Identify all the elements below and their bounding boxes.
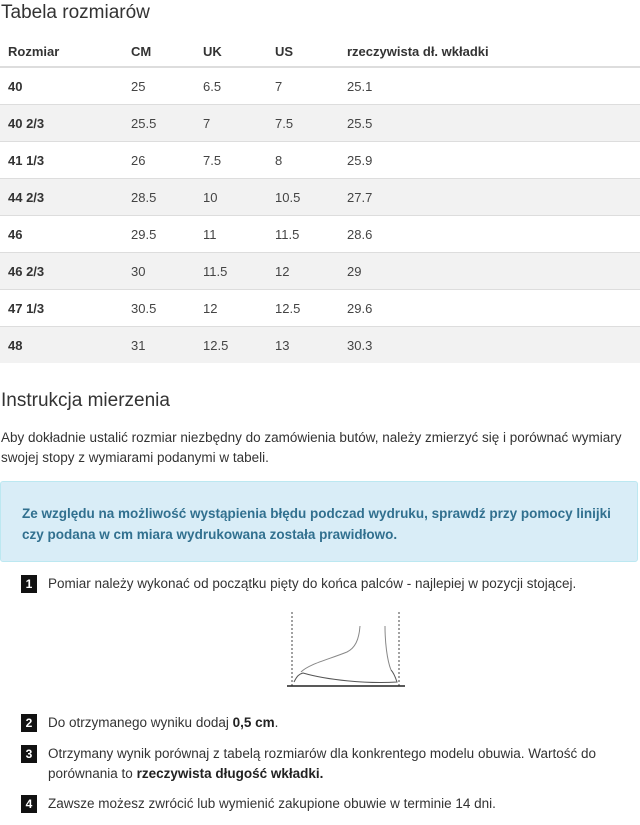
cell-uk: 10: [195, 179, 267, 216]
step-text: Pomiar należy wykonać od początku pięty do końca palców - najlepiej w pozycji stojącej.: [48, 576, 577, 591]
table-row: [0, 253, 640, 290]
cell-cm: 31: [123, 327, 195, 364]
step-4: [21, 794, 631, 814]
cell-size: 41 1/3: [8, 152, 45, 168]
cell-size: 47 1/3: [8, 300, 45, 316]
step-text: Otrzymany wynik porównaj z tabelą rozmiarów dla konkrentego modelu obuwia. Wartość do porównania to rzeczywista długość wkładki.: [48, 746, 596, 781]
table-row: [0, 216, 640, 253]
cell-us: 12.5: [275, 300, 301, 316]
cell-uk: 11: [203, 226, 217, 242]
cell-size: 40: [8, 78, 23, 94]
header-uk: UK: [195, 36, 267, 67]
step-text: Do otrzymanego wyniku dodaj 0,5 cm.: [48, 715, 279, 730]
cell-us: 8: [275, 152, 283, 168]
cell-us: 12: [267, 253, 339, 290]
step-emphasis: 0,5 cm: [232, 715, 275, 730]
cell-us: 7.5: [267, 105, 339, 142]
cell-insole: 29: [339, 253, 640, 290]
step-number-badge: 2: [21, 714, 37, 732]
cell-cm: 30: [123, 253, 195, 290]
table-row: [0, 179, 640, 216]
cell-insole: 27.7: [339, 179, 640, 216]
step-2: [21, 713, 631, 733]
cell-insole: 25.1: [347, 78, 373, 94]
cell-uk: 7.5: [203, 152, 222, 168]
cell-cm: 25.5: [123, 105, 195, 142]
table-row: [0, 327, 640, 364]
size-table-header: [0, 36, 640, 67]
cell-size: 46: [8, 226, 23, 242]
cell-us: 13: [267, 327, 339, 364]
notice-text: Ze względu na możliwość wystąpienia błędu podczad wydruku, sprawdź przy pomocy linijki czy podana w cm miara wydrukowana została prawidłowo.: [22, 506, 611, 542]
cell-us: 7: [275, 78, 283, 94]
cell-uk: 12: [203, 300, 218, 316]
cell-size: 44 2/3: [0, 179, 123, 216]
cell-size: 46 2/3: [0, 253, 123, 290]
cell-cm: 26: [131, 152, 146, 168]
step-1: [21, 574, 631, 594]
step-text: Zawsze możesz zwrócić lub wymienić zakupione obuwie w terminie 14 dni.: [48, 796, 496, 811]
step-number-badge: 4: [21, 795, 37, 813]
cell-insole: 30.3: [339, 327, 640, 364]
table-row: [0, 142, 640, 179]
header-size: Rozmiar: [0, 36, 123, 67]
cell-cm: 29.5: [131, 226, 157, 242]
instructions-intro: Aby dokładnie ustalić rozmiar niezbędny do zamówienia butów, należy zmierzyć się i porównać wymiary swojej stopy z wymiarami podanymi w tabeli.: [1, 430, 622, 465]
cell-insole: 25.9: [347, 152, 373, 168]
cell-uk: 7: [195, 105, 267, 142]
cell-us: 10.5: [267, 179, 339, 216]
cell-uk: 6.5: [203, 78, 222, 94]
cell-insole: 28.6: [347, 226, 373, 242]
cell-uk: 12.5: [195, 327, 267, 364]
table-row: [0, 67, 640, 105]
cell-uk: 11.5: [195, 253, 267, 290]
size-table: [0, 36, 640, 363]
step-3: [21, 744, 631, 784]
cell-cm: 28.5: [123, 179, 195, 216]
cell-size: 48: [0, 327, 123, 364]
cell-insole: 29.6: [347, 300, 373, 316]
step-number-badge: 3: [21, 745, 37, 763]
table-row: [0, 290, 640, 327]
step-number-badge: 1: [21, 575, 37, 593]
step-emphasis: rzeczywista długość wkładki.: [136, 766, 324, 781]
cell-us: 11.5: [275, 226, 300, 242]
foot-measure-diagram-icon: [287, 612, 405, 690]
header-insole-length: rzeczywista dł. wkładki: [339, 36, 640, 67]
header-us: US: [267, 36, 339, 67]
print-accuracy-notice: [0, 481, 638, 562]
cell-cm: 25: [131, 78, 146, 94]
header-cm: CM: [123, 36, 195, 67]
instructions-title: Instrukcja mierzenia: [1, 390, 170, 411]
cell-size: 40 2/3: [0, 105, 123, 142]
table-row: [0, 105, 640, 142]
cell-insole: 25.5: [339, 105, 640, 142]
size-table-title: Tabela rozmiarów: [1, 2, 150, 23]
cell-cm: 30.5: [131, 300, 157, 316]
